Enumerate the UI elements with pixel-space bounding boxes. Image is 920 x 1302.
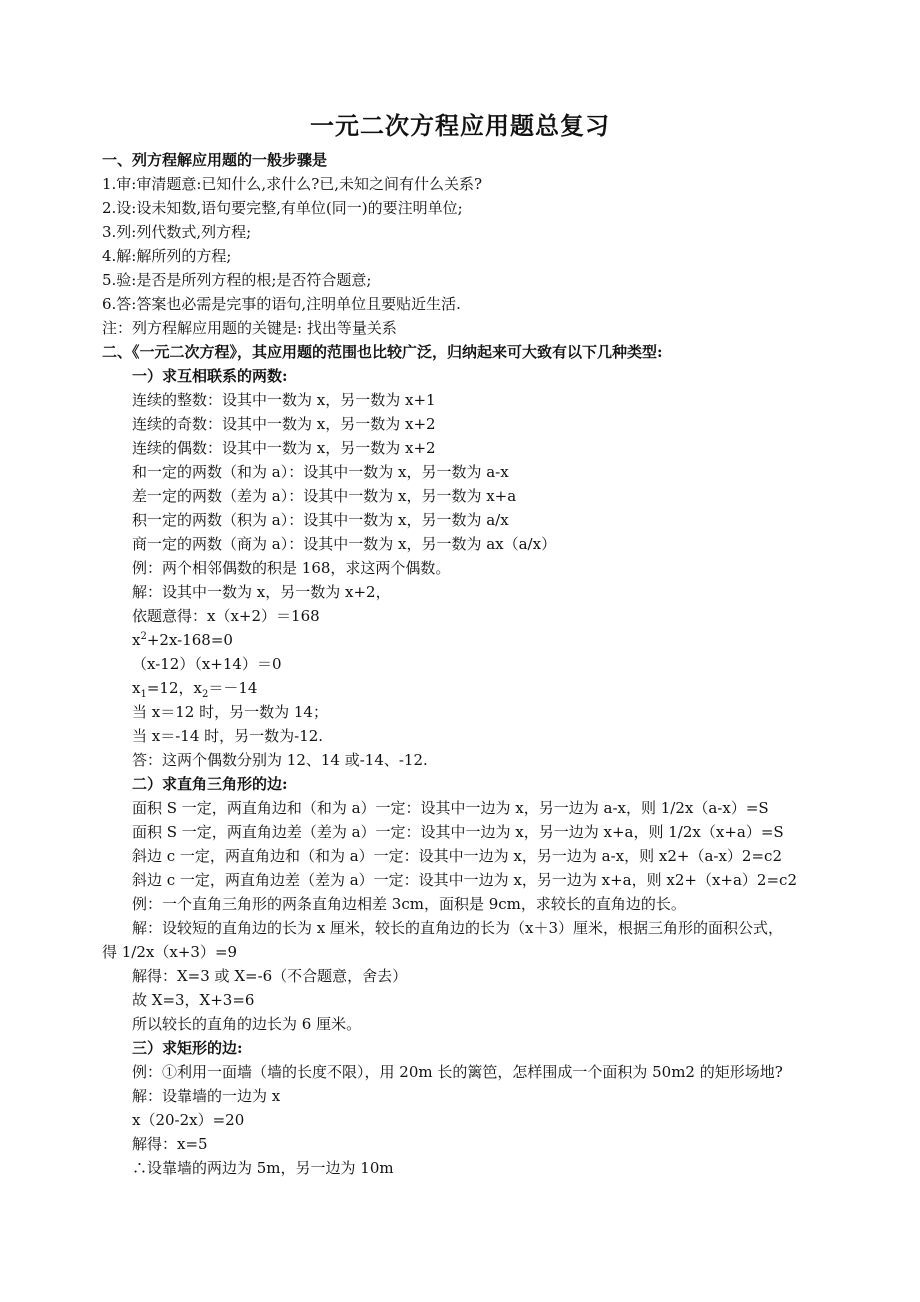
example-line: 例：两个相邻偶数的积是 168，求这两个偶数。 xyxy=(132,559,451,577)
body-line: 商一定的两数（商为 a）：设其中一数为 x，另一数为 ax（a/x） xyxy=(132,535,557,553)
step-line: 4.解:解所列的方程; xyxy=(102,247,232,265)
step-line: 5.验:是否是所列方程的根;是否符合题意; xyxy=(102,271,372,289)
example-line: 例：一个直角三角形的两条直角边相差 3cm，面积是 9cm，求较长的直角边的长。 xyxy=(132,895,686,913)
equation-line: x（20-2x）=20 xyxy=(132,1111,245,1129)
solution-line: 依题意得：x（x+2）＝168 xyxy=(132,607,320,625)
document-title: 一元二次方程应用题总复习 xyxy=(310,111,610,140)
solution-line: 解：设靠墙的一边为 x xyxy=(132,1087,281,1105)
body-line: 斜边 c 一定，两直角边差（差为 a）一定：设其中一边为 x，另一边为 x+a，则 x2+（x+a）2=c2 xyxy=(132,871,797,889)
body-line: 积一定的两数（积为 a）：设其中一数为 x，另一数为 a/x xyxy=(132,511,509,529)
answer-line: 答：这两个偶数分别为 12、14 或-14、-12. xyxy=(132,751,428,769)
example-line: 例：①利用一面墙（墙的长度不限），用 20m 长的篱笆，怎样围成一个面积为 50m2 的矩形场地? xyxy=(132,1063,783,1081)
body-line: 面积 S 一定，两直角边差（差为 a）一定：设其中一边为 x，另一边为 x+a，则 1/2x（x+a）=S xyxy=(132,823,784,841)
body-line: 斜边 c 一定，两直角边和（和为 a）一定：设其中一边为 x，另一边为 a-x，则 x2+（a-x）2=c2 xyxy=(132,847,782,865)
solution-line: 得 1/2x（x+3）=9 xyxy=(102,943,238,961)
solution-line: 解得：x=5 xyxy=(132,1135,208,1153)
solution-line: 故 X=3，X+3=6 xyxy=(132,991,255,1009)
body-line: 连续的偶数：设其中一数为 x，另一数为 x+2 xyxy=(132,439,436,457)
equation-line: （x-12）（x+14）＝0 xyxy=(132,655,282,673)
equation-line: $x_1=12$，$x_2=-14$ xyxy=(132,679,258,700)
step-line: 2.设:设未知数,语句要完整,有单位(同一)的要注明单位; xyxy=(102,199,463,217)
equation-line: $x^2+2x-168=0$ xyxy=(132,631,233,649)
solution-line: 解得：X=3 或 X=-6（不合题意，舍去） xyxy=(132,967,408,985)
part3-heading: 三）求矩形的边: xyxy=(132,1039,243,1057)
step-line: 1.审:审清题意:已知什么,求什么?已,未知之间有什么关系? xyxy=(102,175,483,193)
solution-line: 解：设其中一数为 x，另一数为 x+2， xyxy=(132,583,391,601)
solution-line: 解：设较短的直角边的长为 x 厘米，较长的直角边的长为（x＋3）厘米，根据三角形的面积公式， xyxy=(132,919,784,937)
answer-line: 所以较长的直角的边长为 6 厘米。 xyxy=(132,1015,362,1033)
part1-heading: 一）求互相联系的两数: xyxy=(132,367,288,385)
body-line: 连续的整数：设其中一数为 x，另一数为 x+1 xyxy=(132,391,436,409)
answer-line: ∴设靠墙的两边为 5m，另一边为 10m xyxy=(132,1159,394,1177)
part2-heading: 二）求直角三角形的边: xyxy=(132,775,288,793)
section1-heading: 一、列方程解应用题的一般步骤是 xyxy=(102,151,328,169)
solution-line: 当 x＝-14 时，另一数为-12. xyxy=(132,727,324,745)
section2-heading: 二、《一元二次方程》，其应用题的范围也比较广泛，归纳起来可大致有以下几种类型: xyxy=(102,343,663,361)
body-line: 和一定的两数（和为 a）：设其中一数为 x，另一数为 a-x xyxy=(132,463,509,481)
body-line: 连续的奇数：设其中一数为 x，另一数为 x+2 xyxy=(132,415,436,433)
step-line: 3.列:列代数式,列方程; xyxy=(102,223,252,241)
body-line: 面积 S 一定，两直角边和（和为 a）一定：设其中一边为 x，另一边为 a-x，则 1/2x（a-x）=S xyxy=(132,799,769,817)
step-line: 6.答:答案也必需是完事的语句,注明单位且要贴近生活. xyxy=(102,295,461,313)
body-line: 差一定的两数（差为 a）：设其中一数为 x，另一数为 x+a xyxy=(132,487,517,505)
note-line: 注：列方程解应用题的关键是: 找出等量关系 xyxy=(102,319,397,337)
solution-line: 当 x＝12 时，另一数为 14； xyxy=(132,703,328,721)
